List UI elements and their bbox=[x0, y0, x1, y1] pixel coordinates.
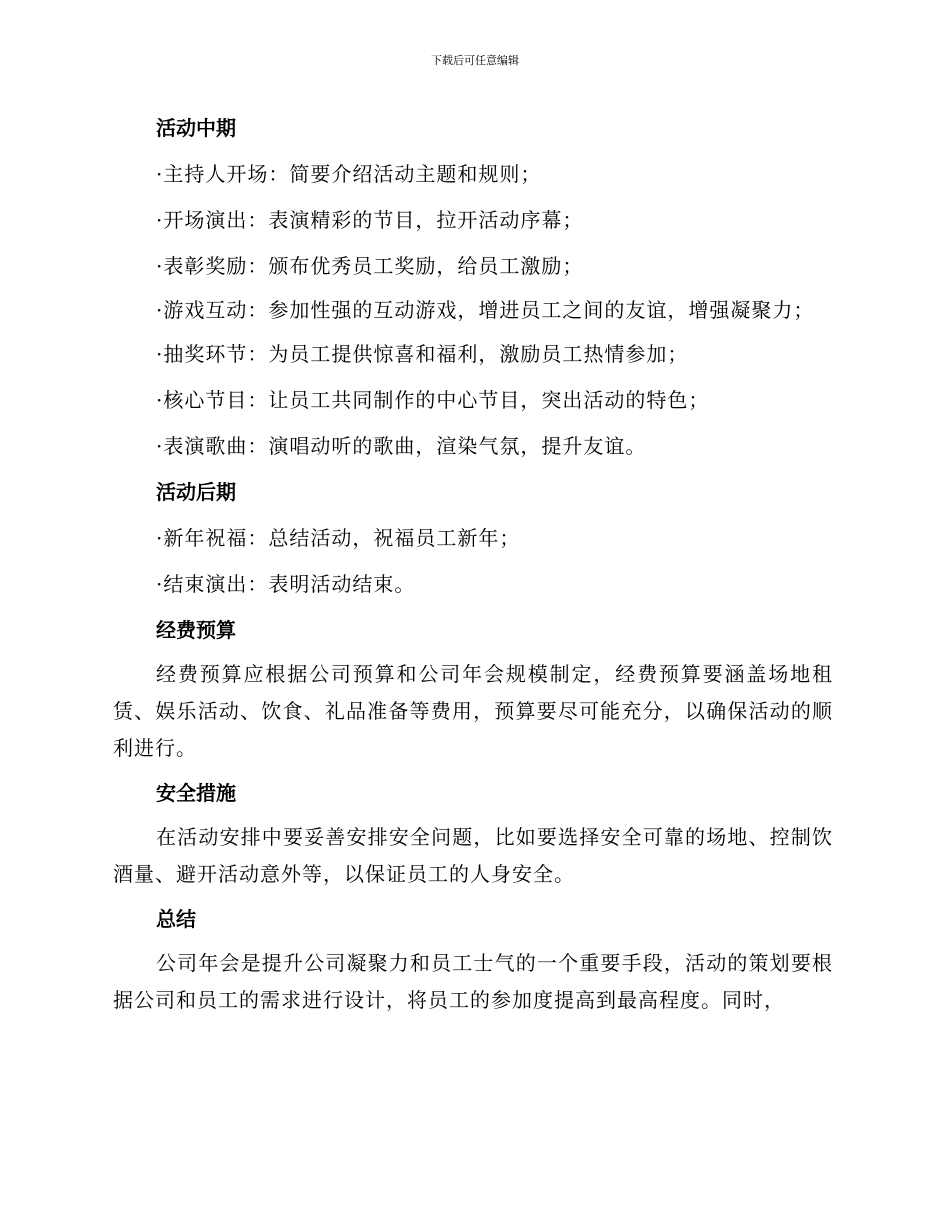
document-body bbox=[113, 108, 833, 1025]
list-item: ·表演歌曲：演唱动听的歌曲，渲染气氛，提升友谊。 bbox=[156, 434, 647, 458]
list-item: ·开场演出：表演精彩的节目，拉开活动序幕； bbox=[156, 208, 584, 232]
section-heading-safety: 安全措施 bbox=[156, 781, 236, 805]
summary-paragraph: 公司年会是提升公司凝聚力和员工士气的一个重要手段，活动的策划要根据公司和员工的需求进行设计，将员工的参加度提高到最高程度。同时， bbox=[113, 951, 833, 1012]
list-item: ·主持人开场：简要介绍活动主题和规则； bbox=[156, 162, 542, 186]
section-heading-mid: 活动中期 bbox=[156, 116, 236, 140]
safety-paragraph: 在活动安排中要妥善安排安全问题，比如要选择安全可靠的场地、控制饮酒量、避开活动意外等，以保证员工的人身安全。 bbox=[113, 825, 833, 886]
list-item: ·表彰奖励：颁布优秀员工奖励，给员工激励； bbox=[156, 254, 584, 278]
list-item: ·新年祝福：总结活动，祝福员工新年； bbox=[156, 526, 521, 550]
budget-paragraph: 经费预算应根据公司预算和公司年会规模制定，经费预算要涵盖场地租赁、娱乐活动、饮食、礼品准备等费用，预算要尽可能充分，以确保活动的顺利进行。 bbox=[113, 662, 833, 760]
section-heading-summary: 总结 bbox=[156, 907, 196, 931]
page-header: 下载后可任意编辑 bbox=[431, 54, 519, 67]
list-item: ·抽奖环节：为员工提供惊喜和福利，激励员工热情参加； bbox=[156, 342, 689, 366]
section-heading-budget: 经费预算 bbox=[156, 618, 236, 642]
list-item: ·结束演出：表明活动结束。 bbox=[156, 572, 416, 596]
list-item: ·核心节目：让员工共同制作的中心节目，突出活动的特色； bbox=[156, 388, 710, 412]
section-heading-late: 活动后期 bbox=[156, 480, 236, 504]
list-item: ·游戏互动：参加性强的互动游戏，增进员工之间的友谊，增强凝聚力； bbox=[156, 298, 815, 322]
